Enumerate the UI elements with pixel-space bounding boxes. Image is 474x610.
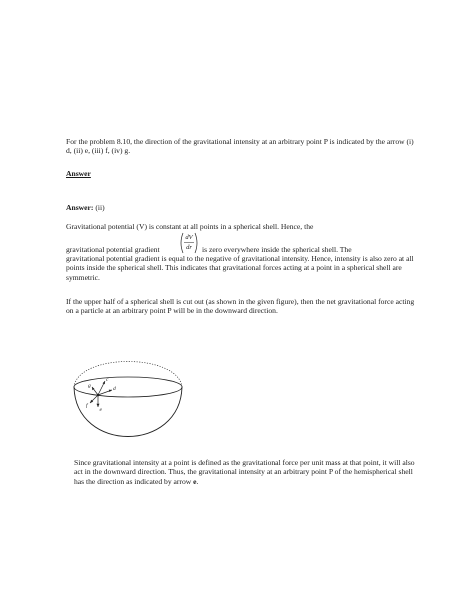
label-g: g <box>88 383 91 389</box>
conclusion-text: Since gravitational intensity at a point is defined as the gravitational force per unit mass at that point, it will also act in the downward direction. Thus, the gravitational intensity at an arbitrary point P of the hemispherical shell has the direction as indicated by arrow <box>74 458 415 486</box>
potential-gradient-fraction <box>179 232 199 254</box>
label-c: c <box>106 377 109 383</box>
answer-line <box>66 203 416 212</box>
answer-value: (ii) <box>95 203 105 212</box>
hemispherical-shell-figure <box>68 345 188 447</box>
conclusion-end: . <box>196 476 199 486</box>
label-d: d <box>113 386 116 392</box>
answer-heading: Answer <box>66 169 91 178</box>
fraction-numerator: dV <box>185 234 193 241</box>
direction-arrows <box>90 381 112 407</box>
para1-gradient-suffix: is zero everywhere inside the spherical shell. The <box>202 245 352 254</box>
problem-text: For the problem 8.10, the direction of the gravitational intensity at an arbitrary point P is indicated by the arrow (i) d, (ii) e, (iii) f, (iv) g. <box>66 137 414 156</box>
para1-line1 <box>66 222 416 231</box>
fraction-denominator: dr <box>186 244 192 251</box>
para1-gradient-prefix: gravitational potential gradient <box>66 245 160 254</box>
answer-label: Answer: <box>66 203 94 212</box>
conclusion-arrow: e <box>193 476 197 486</box>
label-e: e <box>99 407 102 413</box>
para1-line1-text: Gravitational potential (V) is constant at all points in a spherical shell. Hence, the <box>66 222 314 231</box>
hemisphere-diagram <box>68 345 188 445</box>
point-p <box>97 394 100 397</box>
para2: If the upper half of a spherical shell is cut out (as shown in the given figure), then the net gravitational force acting on a particle at an arbitrary point P will be in the downward direction. <box>66 297 415 316</box>
para1-rest: gravitational potential gradient is equal to the negative of gravitational intensity. Hence, intensity is also zero at all points inside the spherical shell. This indicates that gravitational forces acting at a point in a spherical shell are symmetric. <box>66 254 414 282</box>
conclusion-paragraph <box>74 458 424 486</box>
label-f: f <box>86 403 88 409</box>
